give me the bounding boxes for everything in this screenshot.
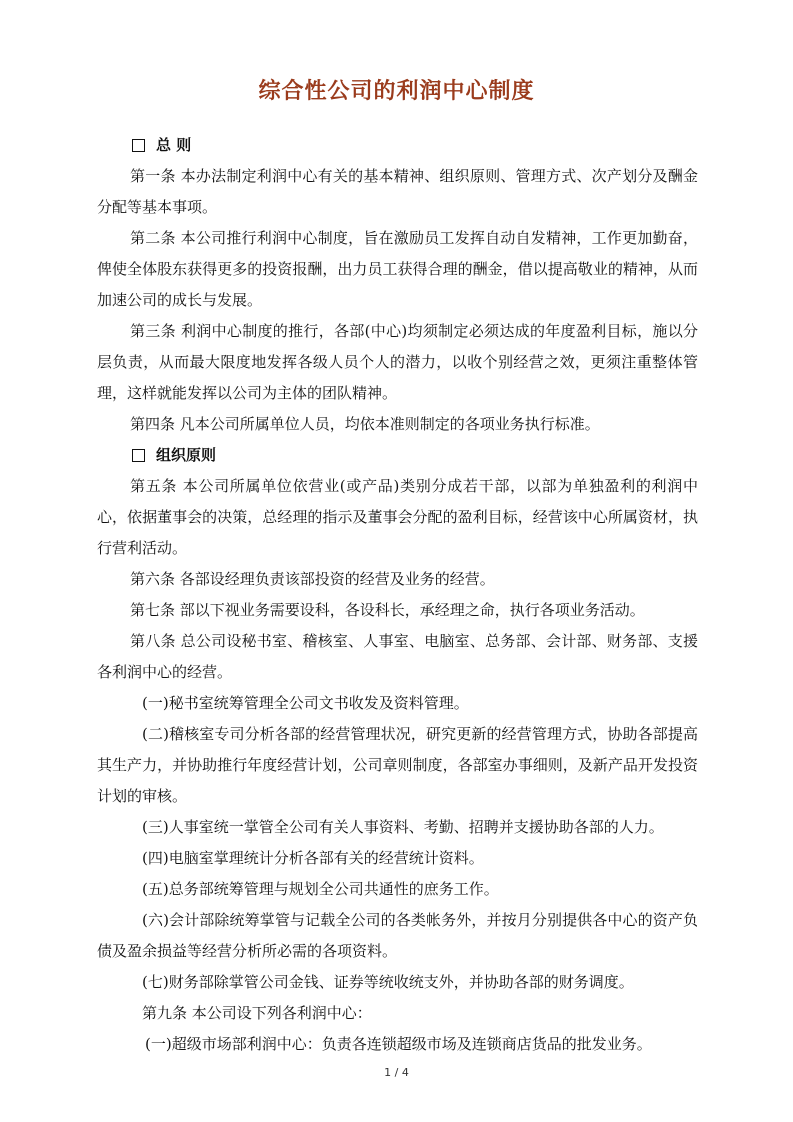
paragraph-article-8: 第八条 总公司设秘书室、稽核室、人事室、电脑室、总务部、会计部、财务部、支援各利润中心的经营。 <box>97 632 698 681</box>
list-item-finance: (七)财务部除掌管公司金钱、证券等统收统支外，并协助各部的财务调度。 <box>142 973 634 991</box>
paragraph-article-7: 第七条 部以下视业务需要设科，各设科长，承经理之命，执行各项业务活动。 <box>130 601 645 619</box>
paragraph-article-9: 第九条 本公司设下列各利润中心： <box>142 1004 372 1022</box>
paragraph-article-5: 第五条 本公司所属单位依营业(或产品)类别分成若干部，以部为单独盈利的利润中心，依据董事会的决策，总经理的指示及董事会分配的盈利目标，经营该中心所属资材，执行营利活动。 <box>97 477 698 557</box>
paragraph-article-1: 第一条 本办法制定利润中心有关的基本精神、组织原则、管理方式、次产划分及酬金分配等基本事项。 <box>97 167 698 216</box>
section-heading-label: 总 则 <box>156 136 192 154</box>
list-item-accounting: (六)会计部除统筹掌管与记载全公司的各类帐务外，并按月分别提供各中心的资产负债及盈余损益等经营分析所必需的各项资料。 <box>97 911 698 960</box>
section-heading-organization <box>97 440 698 471</box>
list-item-audit: (二)稽核室专司分析各部的经营管理状况，研究更新的经营管理方式，协助各部提高其生产力，并协助推行年度经营计划，公司章则制度，各部室办事细则，及新产品开发投资计划的审核。 <box>97 725 698 805</box>
list-item-personnel: (三)人事室统一掌管全公司有关人事资料、考勤、招聘并支援协助各部的人力。 <box>142 818 664 836</box>
paragraph-article-2: 第二条 本公司推行利润中心制度，旨在激励员工发挥自动自发精神，工作更加勤奋，俾使全体股东获得更多的投资报酬，出力员工获得合理的酬金，借以提高敬业的精神，从而加速公司的成长与发展。 <box>97 229 698 309</box>
paragraph-article-3: 第三条 利润中心制度的推行，各部(中心)均须制定必须达成的年度盈利目标，施以分层负责，从而最大限度地发挥各级人员个人的潜力，以收个别经营之效，更须注重整体管理，这样就能发挥以公司为主体的团队精神。 <box>97 322 698 402</box>
document-title: 综合性公司的利润中心制度 <box>258 78 535 104</box>
page-indicator: 1 / 4 <box>384 1066 409 1079</box>
document-body <box>97 130 698 1060</box>
checkbox-square-icon <box>132 139 145 152</box>
checkbox-square-icon <box>132 449 145 462</box>
list-item-general-affairs: (五)总务部统筹管理与规划全公司共通性的庶务工作。 <box>142 880 499 898</box>
list-item-supermarket: (一)超级市场部利润中心：负责各连锁超级市场及连锁商店货品的批发业务。 <box>145 1035 652 1053</box>
list-item-secretary: (一)秘书室统筹管理全公司文书收发及资料管理。 <box>142 694 469 712</box>
paragraph-article-4: 第四条 凡本公司所属单位人员，均依本准则制定的各项业务执行标准。 <box>130 415 600 433</box>
paragraph-article-6: 第六条 各部设经理负责该部投资的经营及业务的经营。 <box>130 570 495 588</box>
section-heading-general <box>97 130 698 161</box>
section-heading-label: 组织原则 <box>156 446 217 464</box>
list-item-computer: (四)电脑室掌理统计分析各部有关的经营统计资料。 <box>142 849 484 867</box>
